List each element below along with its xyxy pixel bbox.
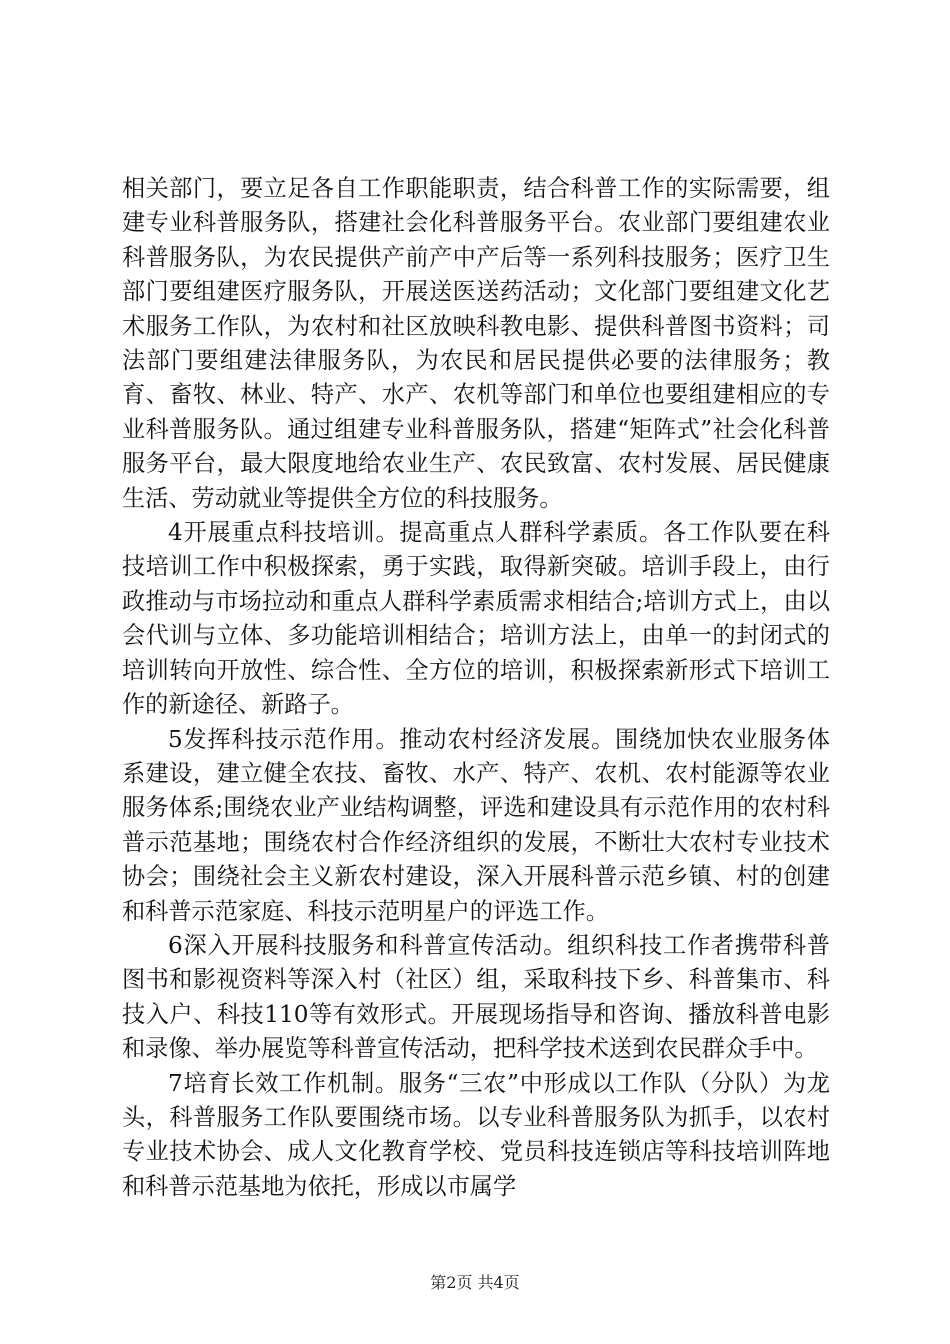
paragraph-4: 4开展重点科技培训。提高重点人群科学素质。各工作队要在科技培训工作中积极探索，勇于实践，取得新突破。培训手段上，由行政推动与市场拉动和重点人群科学素质需求相结合;培训方式上，由以会代训与立体、多功能培训相结合；培训方法上，由单一的封闭式的培训转向开放性、综合性、全方位的培训，积极探索新形式下培训工作的新途径、新路子。 (122, 519, 830, 719)
paragraph-continuation: 相关部门，要立足各自工作职能职责，结合科普工作的实际需要，组建专业科普服务队，搭建社会化科普服务平台。农业部门要组建农业科普服务队，为农民提供产前产中产后等一系列科技服务；医疗卫生部门要组建医疗服务队，开展送医送药活动；文化部门要组建文化艺术服务工作队，为农村和社区放映科教电影、提供科普图书资料；司法部门要组建法律服务队，为农民和居民提供必要的法律服务；教育、畜牧、林业、特产、水产、农机等部门和单位也要组建相应的专业科普服务队。通过组建专业科普服务队，搭建“矩阵式”社会化科普服务平台，最大限度地给农业生产、农民致富、农村发展、居民健康生活、劳动就业等提供全方位的科技服务。 (122, 175, 830, 512)
paragraph-7: 7培育长效工作机制。服务“三农”中形成以工作队（分队）为龙头，科普服务工作队要围绕市场。以专业科普服务队为抓手，以农村专业技术协会、成人文化教育学校、党员科技连锁店等科技培训阵地和科普示范基地为依托，形成以市属学 (122, 1069, 830, 1200)
paragraph-5: 5发挥科技示范作用。推动农村经济发展。围绕加快农业服务体系建设，建立健全农技、畜牧、水产、特产、农机、农村能源等农业服务体系;围绕农业产业结构调整，评选和建设具有示范作用的农村科普示范基地；围绕农村合作经济组织的发展，不断壮大农村专业技术协会；围绕社会主义新农村建设，深入开展科普示范乡镇、村的创建和科普示范家庭、科技示范明星户的评选工作。 (122, 725, 830, 925)
paragraph-6: 6深入开展科技服务和科普宣传活动。组织科技工作者携带科普图书和影视资料等深入村（社区）组，采取科技下乡、科普集市、科技入户、科技110等有效形式。开展现场指导和咨询、播放科普电影和录像、举办展览等科普宣传活动，把科学技术送到农民群众手中。 (122, 931, 830, 1063)
page-number-footer: 第2页 共4页 (430, 1273, 520, 1292)
document-body (122, 172, 830, 1204)
